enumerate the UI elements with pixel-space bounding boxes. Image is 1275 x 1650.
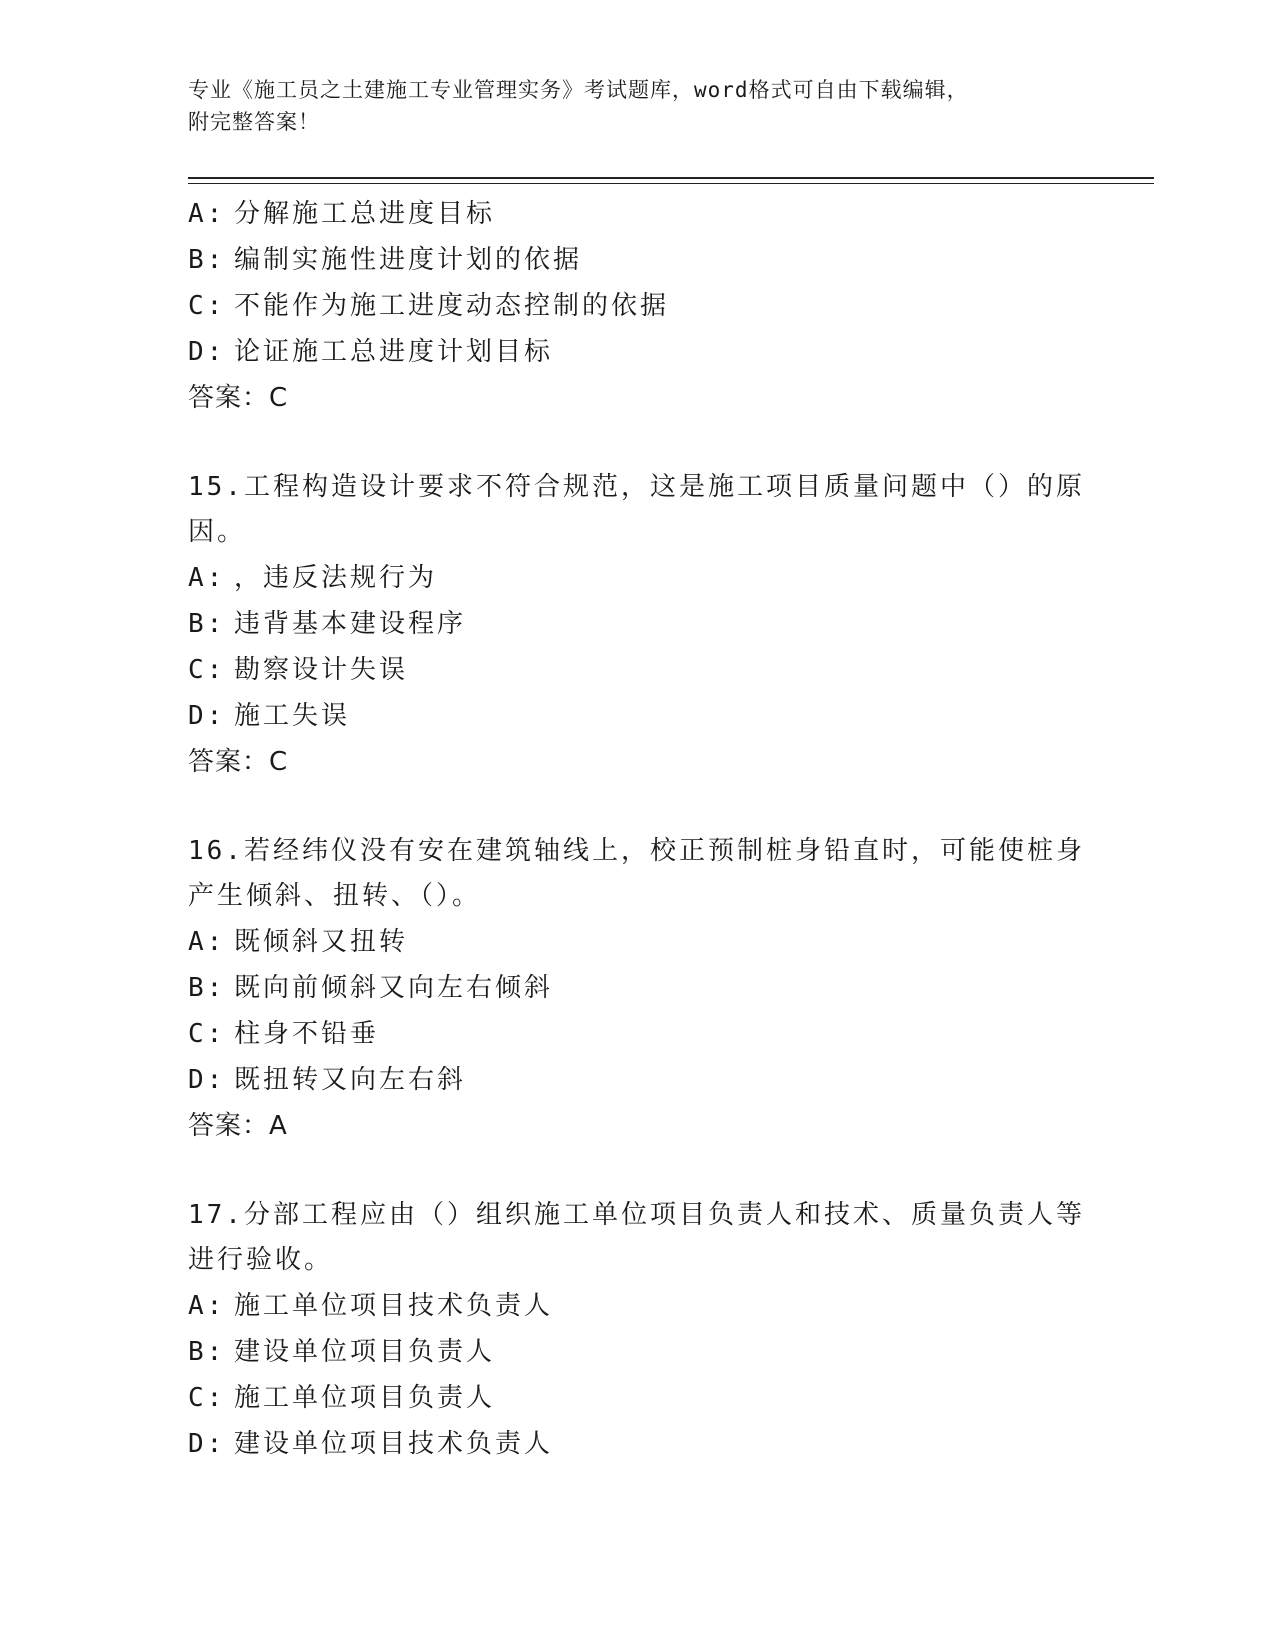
- question-stem: 16.若经纬仪没有安在建筑轴线上，校正预制桩身铅直时，可能使桩身产生倾斜、扭转、（）。: [188, 836, 1085, 911]
- option-letter: C:: [188, 291, 226, 321]
- option-text: 施工单位项目技术负责人: [234, 1291, 554, 1321]
- option-letter: A:: [188, 927, 226, 957]
- option-text: 建设单位项目负责人: [234, 1337, 496, 1367]
- option-text: 施工单位项目负责人: [234, 1383, 496, 1413]
- header-divider-thick: [188, 177, 1154, 179]
- option-text: 既扭转又向左右斜: [234, 1065, 467, 1095]
- question-16: [188, 829, 1088, 1149]
- option-text: 论证施工总进度计划目标: [234, 337, 554, 367]
- option-b: [188, 1329, 1088, 1375]
- option-b: [188, 601, 1088, 647]
- option-text: 违背基本建设程序: [234, 609, 467, 639]
- question-stem: 15.工程构造设计要求不符合规范，这是施工项目质量问题中（）的原因。: [188, 472, 1085, 547]
- question-list: [188, 191, 1088, 1467]
- option-text: 分解施工总进度目标: [234, 199, 496, 229]
- question-spacer: [188, 1149, 1088, 1193]
- option-text: 既向前倾斜又向左右倾斜: [234, 973, 554, 1003]
- option-text: 不能作为施工进度动态控制的依据: [234, 291, 670, 321]
- question-spacer: [188, 785, 1088, 829]
- option-letter: A:: [188, 1291, 226, 1321]
- option-text: ，违反法规行为: [234, 563, 438, 593]
- option-b: [188, 965, 1088, 1011]
- option-letter: A:: [188, 563, 226, 593]
- option-letter: D:: [188, 337, 226, 367]
- option-d: [188, 329, 1088, 375]
- question-14: [188, 191, 1088, 421]
- option-c: [188, 1375, 1088, 1421]
- option-c: [188, 1011, 1088, 1057]
- option-a: [188, 1283, 1088, 1329]
- question-spacer: [188, 421, 1088, 465]
- header-title-line: 专业《施工员之土建施工专业管理实务》考试题库，word格式可自由下载编辑，: [188, 78, 969, 102]
- option-text: 柱身不铅垂: [234, 1019, 380, 1049]
- option-text: 施工失误: [234, 701, 351, 731]
- option-d: [188, 1057, 1088, 1103]
- option-a: [188, 191, 1088, 237]
- option-letter: D:: [188, 701, 226, 731]
- option-c: [188, 283, 1088, 329]
- option-text: 既倾斜又扭转: [234, 927, 409, 957]
- answer-line: 答案：C: [188, 383, 289, 413]
- header-subtitle-line: 附完整答案！: [188, 110, 320, 134]
- header-divider-thin: [188, 183, 1154, 184]
- document-header: [188, 74, 1068, 138]
- option-text: 勘察设计失误: [234, 655, 409, 685]
- option-c: [188, 647, 1088, 693]
- option-letter: D:: [188, 1429, 226, 1459]
- option-letter: C:: [188, 655, 226, 685]
- option-a: [188, 919, 1088, 965]
- option-d: [188, 1421, 1088, 1467]
- option-text: 编制实施性进度计划的依据: [234, 245, 583, 275]
- question-15: [188, 465, 1088, 785]
- option-text: 建设单位项目技术负责人: [234, 1429, 554, 1459]
- option-letter: A:: [188, 199, 226, 229]
- question-17: [188, 1193, 1088, 1467]
- option-letter: B:: [188, 609, 226, 639]
- answer-line: 答案：A: [188, 1111, 288, 1141]
- option-letter: C:: [188, 1019, 226, 1049]
- option-letter: B:: [188, 973, 226, 1003]
- option-letter: D:: [188, 1065, 226, 1095]
- option-d: [188, 693, 1088, 739]
- question-stem: 17.分部工程应由（）组织施工单位项目负责人和技术、质量负责人等进行验收。: [188, 1200, 1085, 1275]
- option-b: [188, 237, 1088, 283]
- option-letter: B:: [188, 1337, 226, 1367]
- option-letter: C:: [188, 1383, 226, 1413]
- option-letter: B:: [188, 245, 226, 275]
- option-a: [188, 555, 1088, 601]
- answer-line: 答案：C: [188, 747, 289, 777]
